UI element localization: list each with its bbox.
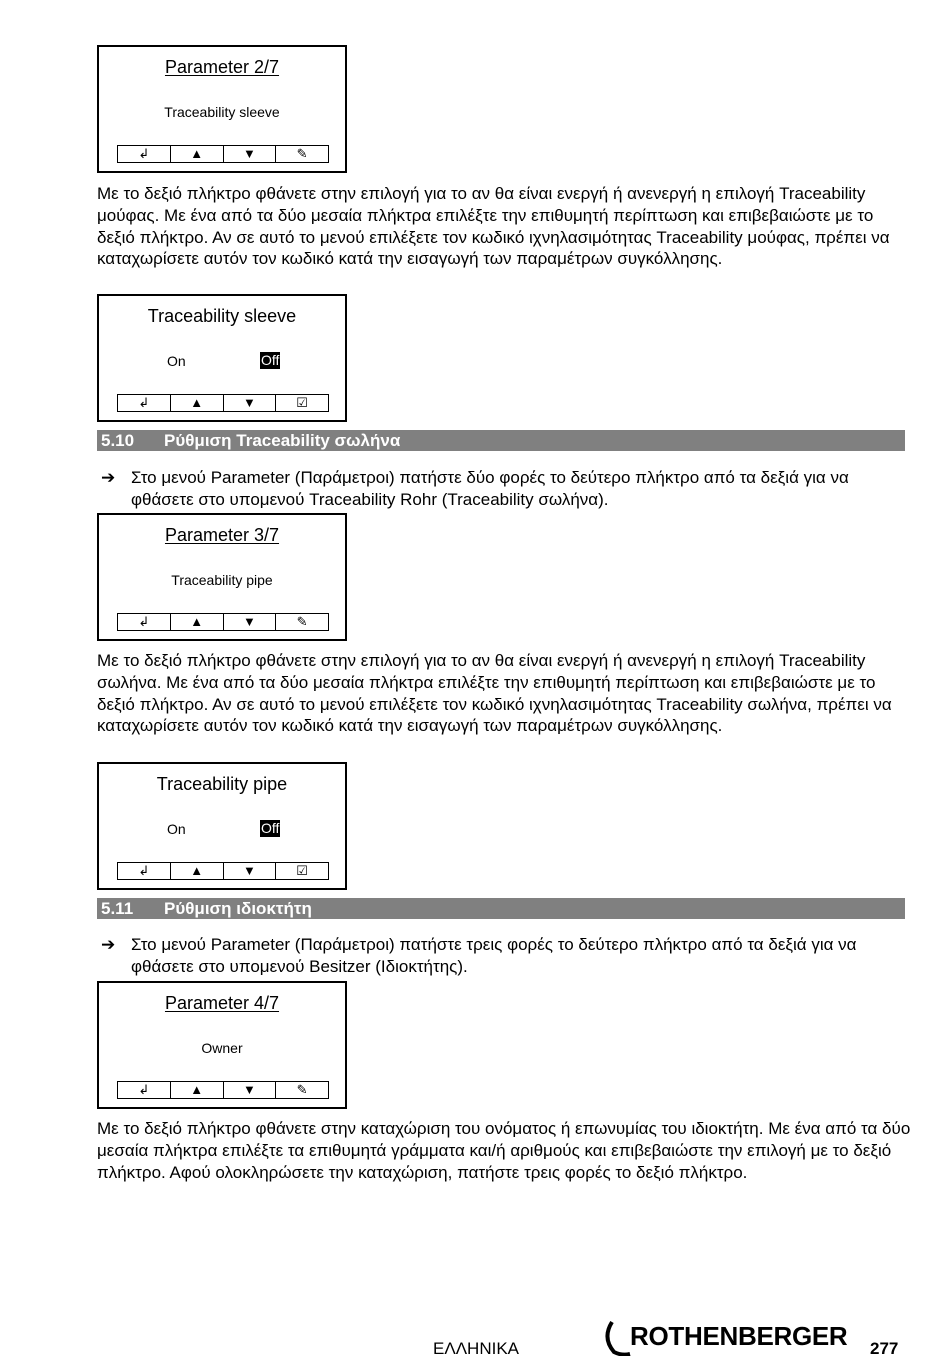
checkbox-confirm-icon: ☑ (275, 395, 329, 411)
arrow-up-icon: ▲ (170, 1082, 223, 1098)
paragraph-owner: Με το δεξιό πλήκτρο φθάνετε στην καταχώριση του ονόματος ή επωνυμίας του ιδιοκτήτη. Με ένα από τα δύο μεσαία πλήκτρα επιλέξτε τα επιθυμητά γράμματα και/ή αριθμούς και επιβεβαιώστε την επιλογή με το δεξιό πλήκτρο. Αφού ολοκληρώσετε την καταχώριση, πατήστε τρεις φορές το δεξιό πλήκτρο. (97, 1119, 911, 1182)
softkey-bar (117, 145, 329, 163)
arrow-down-icon: ▼ (223, 395, 276, 411)
instruction-step-pipe (97, 467, 912, 510)
softkey-bar (117, 862, 329, 880)
pencil-icon: ✎ (275, 1082, 329, 1098)
section-heading-5-11 (97, 898, 905, 919)
instruction-text: Στο μενού Parameter (Παράμετροι) πατήστε τρεις φορές το δεύτερο πλήκτρο από τα δεξιά για να φθάσετε στο υπομενού Besitzer (Ιδιοκτήτης). (131, 935, 857, 976)
section-title: Ρύθμιση Traceability σωλήνα (164, 431, 401, 450)
pencil-icon: ✎ (275, 146, 329, 162)
option-off-selected: Off (261, 352, 280, 368)
checkbox-confirm-icon: ☑ (275, 863, 329, 879)
arrow-down-icon: ▼ (223, 1082, 276, 1098)
arrow-down-icon: ▼ (223, 146, 276, 162)
section-number: 5.10 (101, 431, 135, 450)
footer-language: ΕΛΛΗΝΙΚΑ (433, 1339, 520, 1358)
screen-subtitle: Traceability sleeve (164, 104, 280, 120)
screen-title: Parameter 2/7 (164, 57, 280, 77)
arrow-up-icon: ▲ (170, 614, 223, 630)
arrow-right-icon: ➔ (101, 935, 116, 954)
screen-subtitle: Traceability pipe (171, 572, 273, 588)
display-traceability-sleeve (97, 294, 347, 422)
brand-name: ROTHENBERGER (630, 1321, 848, 1351)
enter-icon: ↲ (117, 146, 170, 162)
softkey-bar (117, 394, 329, 412)
instruction-text: Στο μενού Parameter (Παράμετροι) πατήστε δύο φορές το δεύτερο πλήκτρο από τα δεξιά για να φθάσετε στο υπομενού Traceability Rohr (Traceability σωλήνα). (131, 468, 849, 509)
softkey-bar (117, 1081, 329, 1099)
screen-title: Traceability sleeve (147, 306, 297, 326)
option-on: On (167, 821, 186, 837)
option-on: On (167, 353, 186, 369)
screen-title: Parameter 4/7 (164, 993, 280, 1013)
paragraph-sleeve: Με το δεξιό πλήκτρο φθάνετε στην επιλογή για το αν θα είναι ενεργή ή ανενεργή η επιλογή Traceability μούφας. Με ένα από τα δύο μεσαία πλήκτρα επιλέξτε την επιθυμητή περίπτωση και επιβεβαιώστε με το δεξιό πλήκτρο. Αν σε αυτό το μενού επιλέξετε τον κωδικό ιχνηλασιμότητας Traceability μούφας, πρέπει να καταχωρίσετε αυτόν τον κωδικό κατά την εισαγωγή των παραμέτρων συγκόλλησης. (97, 184, 890, 269)
arrow-down-icon: ▼ (223, 614, 276, 630)
enter-icon: ↲ (117, 395, 170, 411)
arrow-up-icon: ▲ (170, 395, 223, 411)
arrow-up-icon: ▲ (170, 146, 223, 162)
paragraph-pipe: Με το δεξιό πλήκτρο φθάνετε στην επιλογή για το αν θα είναι ενεργή ή ανενεργή η επιλογή Traceability σωλήνα. Με ένα από τα δύο μεσαία πλήκτρα επιλέξτε την επιθυμητή περίπτωση και επιβεβαιώστε με το δεξιό πλήκτρο. Αν σε αυτό το μενού επιλέξετε τον κωδικό ιχνηλασιμότητας Traceability σωλήνα, πρέπει να καταχωρίσετε αυτόν τον κωδικό κατά την εισαγωγή των παραμέτρων συγκόλλησης. (97, 651, 892, 736)
enter-icon: ↲ (117, 614, 170, 630)
display-traceability-pipe (97, 762, 347, 890)
display-parameter-2-7 (97, 45, 347, 173)
arrow-right-icon: ➔ (101, 468, 116, 487)
display-parameter-4-7 (97, 981, 347, 1109)
screen-subtitle: Owner (201, 1040, 243, 1056)
option-off-selected: Off (261, 820, 280, 836)
arrow-up-icon: ▲ (170, 863, 223, 879)
softkey-bar (117, 613, 329, 631)
instruction-step-owner (97, 934, 912, 977)
pencil-icon: ✎ (275, 614, 329, 630)
arrow-down-icon: ▼ (223, 863, 276, 879)
section-number: 5.11 (101, 899, 134, 918)
section-title: Ρύθμιση ιδιοκτήτη (164, 899, 312, 918)
screen-title: Traceability pipe (156, 774, 288, 794)
enter-icon: ↲ (117, 1082, 170, 1098)
page-number: 277 (870, 1339, 899, 1358)
display-parameter-3-7 (97, 513, 347, 641)
section-heading-5-10 (97, 430, 905, 451)
screen-title: Parameter 3/7 (164, 525, 280, 545)
enter-icon: ↲ (117, 863, 170, 879)
